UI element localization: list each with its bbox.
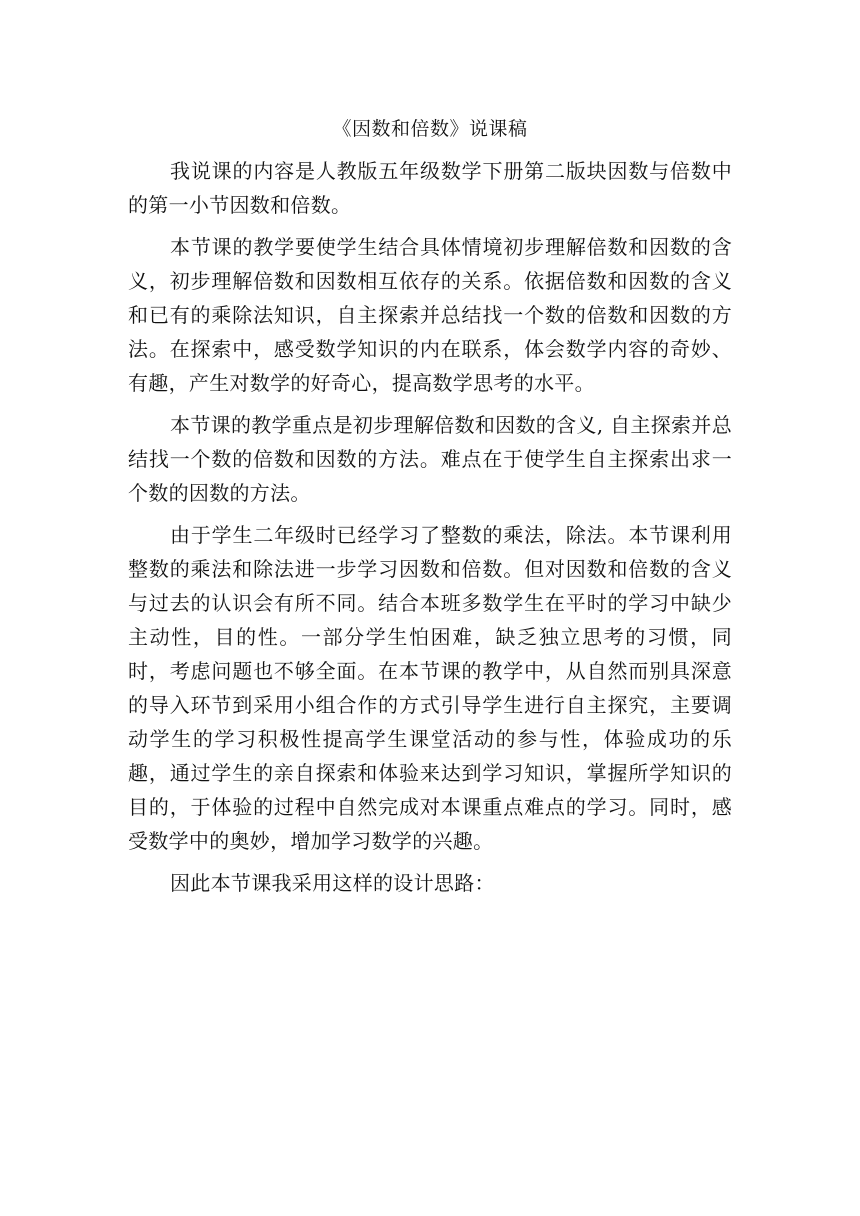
paragraph-key-points: 本节课的教学重点是初步理解倍数和因数的含义, 自主探索并总结找一个数的倍数和因数的方法。难点在于使学生自主探索出求一个数的因数的方法。 xyxy=(128,413,732,505)
paragraph-content: 我说课的内容是人教版五年级数学下册第二版块因数与倍数中的第一小节因数和倍数。 xyxy=(128,159,732,217)
document-title: 《因数和倍数》说课稿 xyxy=(332,118,528,140)
paragraph-design-intro: 因此本节课我采用这样的设计思路： xyxy=(170,871,495,895)
paragraph-objectives: 本节课的教学要使学生结合具体情境初步理解倍数和因数的含义，初步理解倍数和因数相互依存的关系。依据倍数和因数的含义和已有的乘除法知识，自主探索并总结找一个数的倍数和因数的方法。在探索中，感受数学知识的内在联系，体会数学内容的奇妙、有趣，产生对数学的好奇心，提高数学思考的水平。 xyxy=(128,235,732,395)
document-body xyxy=(128,154,732,908)
paragraph-student-analysis: 由于学生二年级时已经学习了整数的乘法，除法。本节课利用整数的乘法和除法进一步学习因数和倍数。但对因数和倍数的含义与过去的认识会有所不同。结合本班多数学生在平时的学习中缺少主动性，目的性。一部分学生怕困难，缺乏独立思考的习惯，同时，考虑问题也不够全面。在本节课的教学中，从自然而别具深意的导入环节到采用小组合作的方式引导学生进行自主探究，主要调动学生的学习积极性提高学生课堂活动的参与性，体验成功的乐趣，通过学生的亲自探索和体验来达到学习知识，掌握所学知识的目的，于体验的过程中自然完成对本课重点难点的学习。同时，感受数学中的奥妙，增加学习数学的兴趣。 xyxy=(128,523,732,853)
